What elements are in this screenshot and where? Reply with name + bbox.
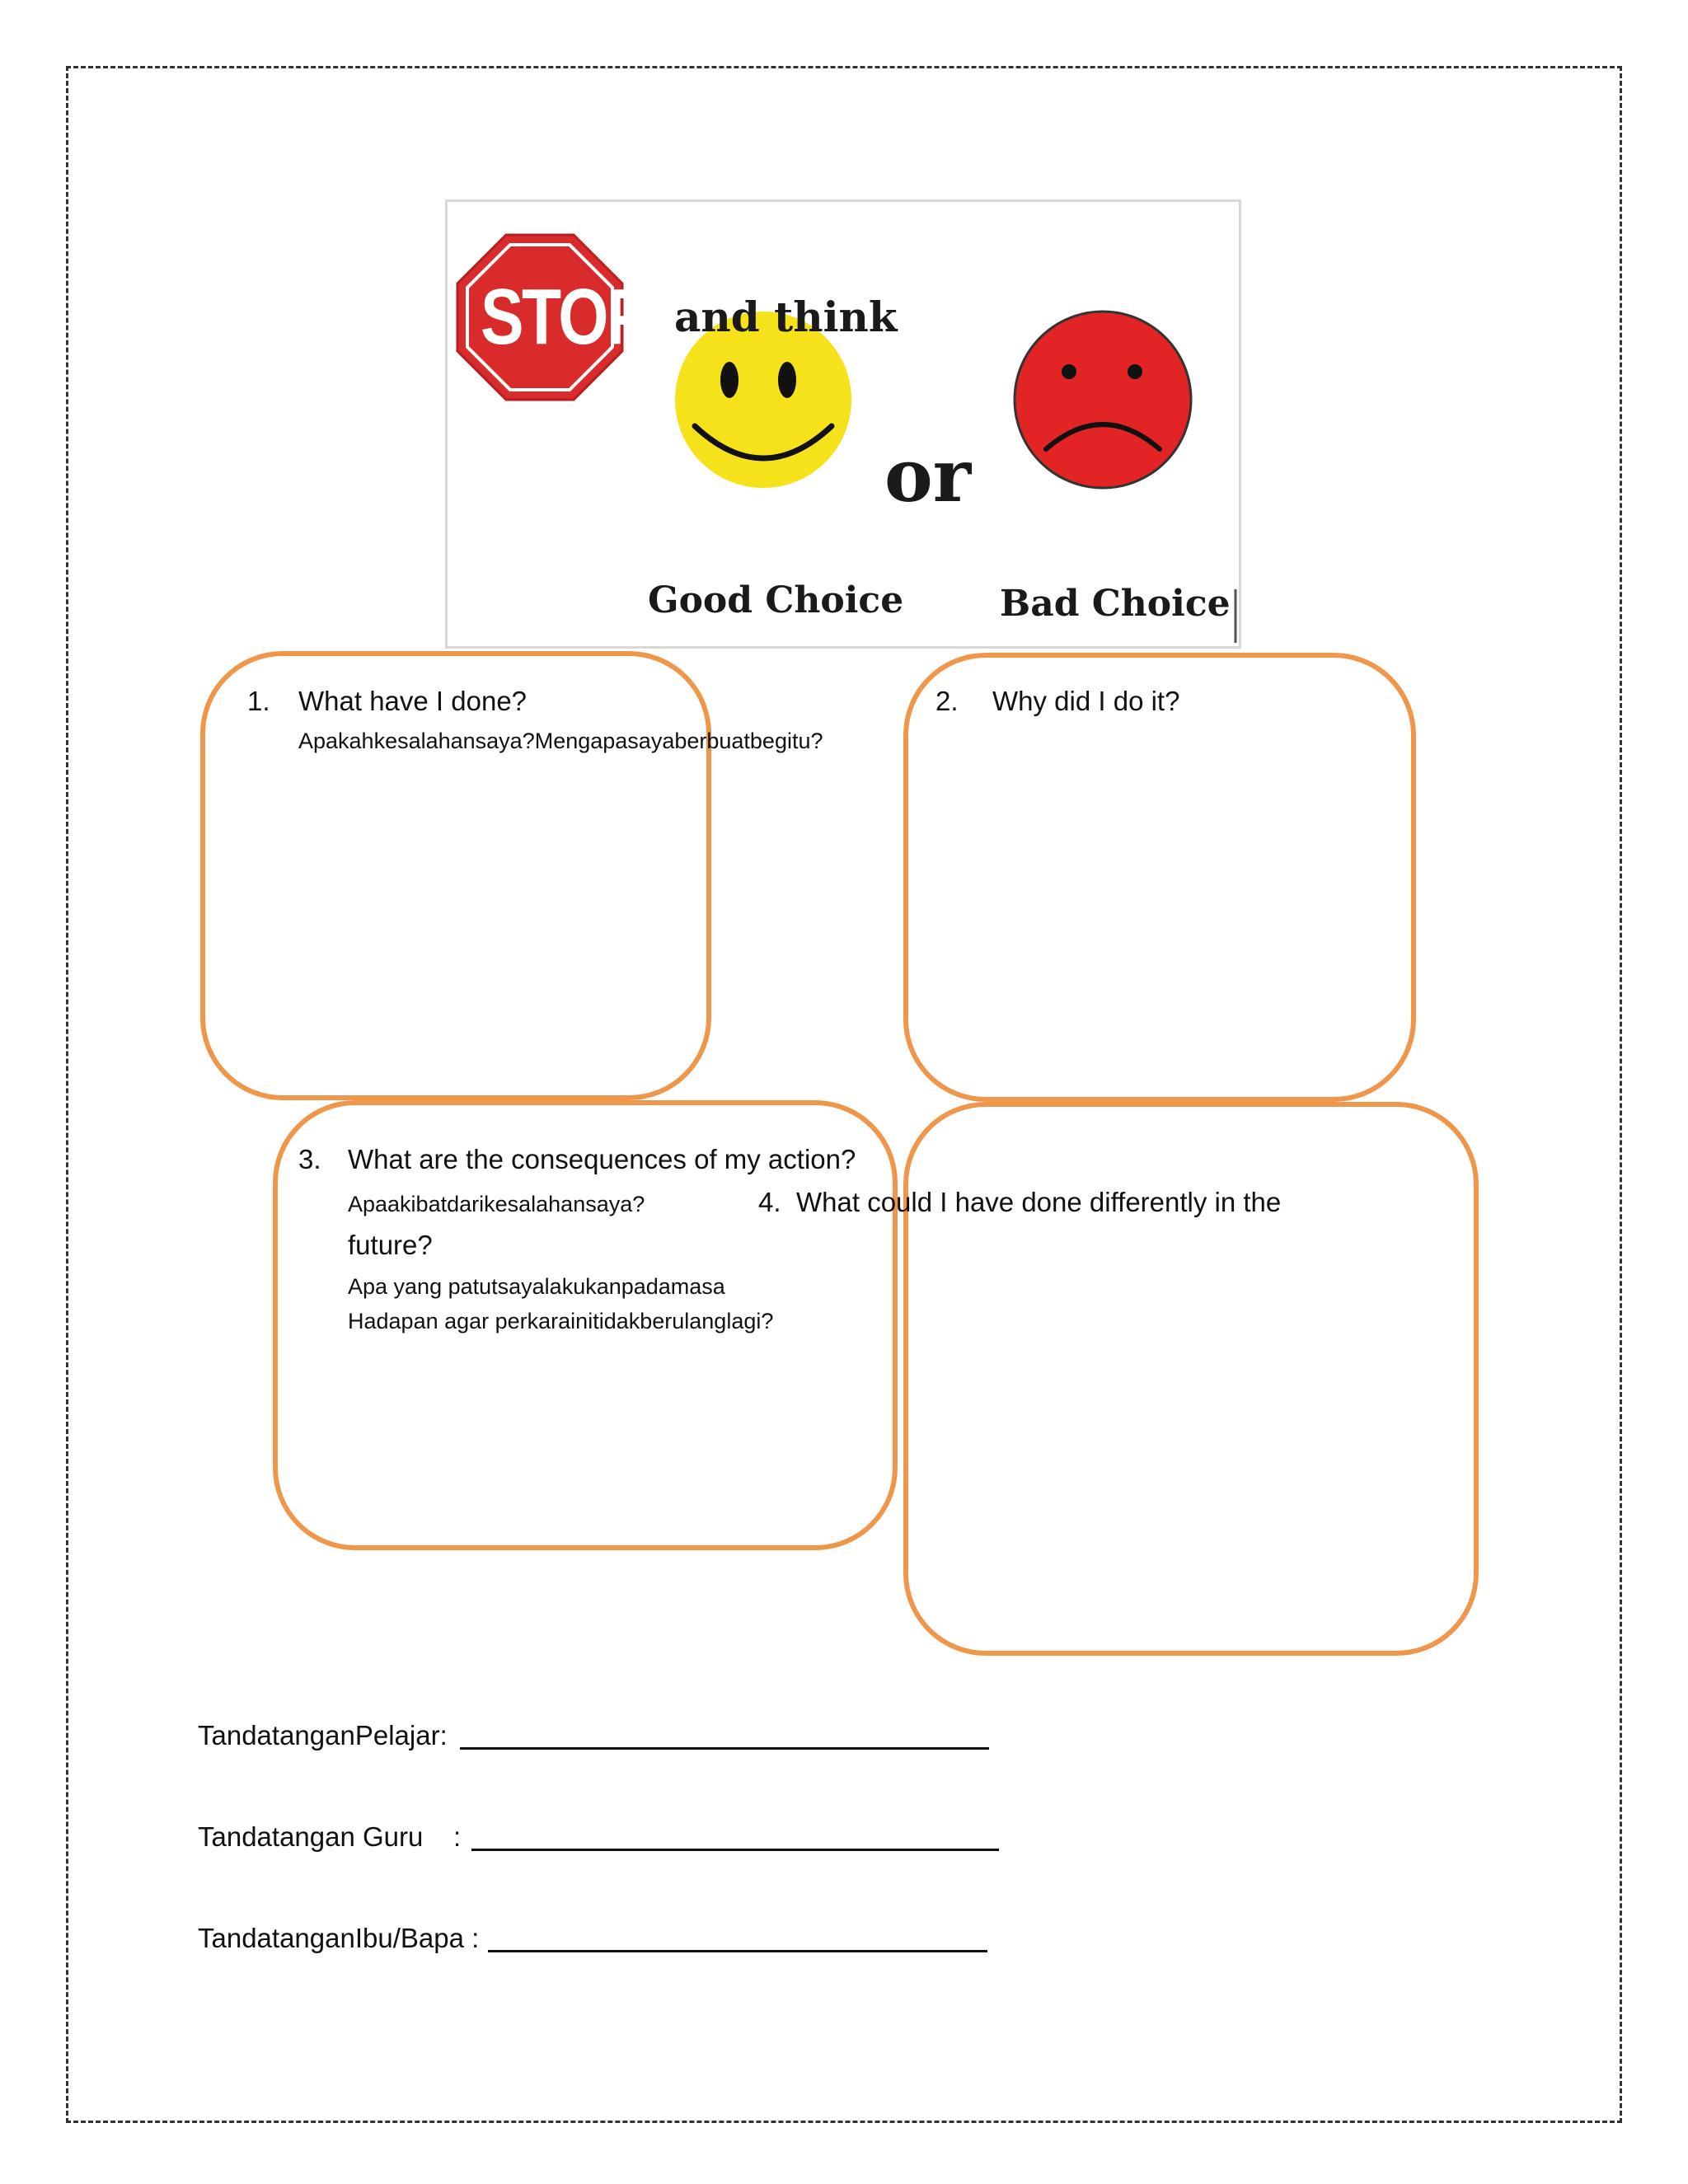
teacher-signature-label: Tandatangan Guru : xyxy=(198,1821,462,1852)
question-1-box[interactable] xyxy=(200,651,711,1100)
student-signature-label: TandatanganPelajar: xyxy=(198,1720,448,1750)
question-1-subtext: Apakahkesalahansaya?Mengapasayaberbuatbegitu? xyxy=(298,729,823,753)
question-2-number: 2. xyxy=(935,686,959,716)
stop-and-think-banner xyxy=(445,199,1241,649)
question-1-number: 1. xyxy=(247,686,270,716)
question-3-number: 3. xyxy=(298,1144,321,1174)
question-2-box[interactable] xyxy=(903,653,1416,1102)
question-1-text: What have I done? xyxy=(298,686,528,716)
question-4-text-continued: future? xyxy=(348,1230,433,1260)
question-2-text: Why did I do it? xyxy=(992,686,1180,716)
parent-signature-line[interactable] xyxy=(488,1950,987,1952)
question-3-text: What are the consequences of my action? xyxy=(348,1144,856,1174)
good-choice-text: Good Choice xyxy=(648,579,904,621)
and-think-text: and think xyxy=(674,293,898,341)
student-signature-line[interactable] xyxy=(460,1747,989,1750)
question-4-subtext-1: Apa yang patutsayalakukanpadamasa xyxy=(348,1274,725,1299)
question-4-number: 4. xyxy=(758,1187,781,1217)
or-text: or xyxy=(884,433,972,518)
frown-face-icon xyxy=(1015,312,1191,488)
question-3-subtext: Apaakibatdarikesalahansaya? xyxy=(348,1192,645,1216)
question-4-text: What could I have done differently in the xyxy=(796,1187,1282,1217)
question-4-box[interactable] xyxy=(903,1102,1479,1656)
bad-choice-text: Bad Choice xyxy=(1000,583,1231,625)
question-4-subtext-2: Hadapan agar perkarainitidakberulanglagi? xyxy=(348,1309,774,1333)
stop-text: STOP xyxy=(481,273,649,361)
parent-signature-label: TandatanganIbu/Bapa : xyxy=(198,1923,480,1953)
teacher-signature-line[interactable] xyxy=(471,1849,999,1851)
